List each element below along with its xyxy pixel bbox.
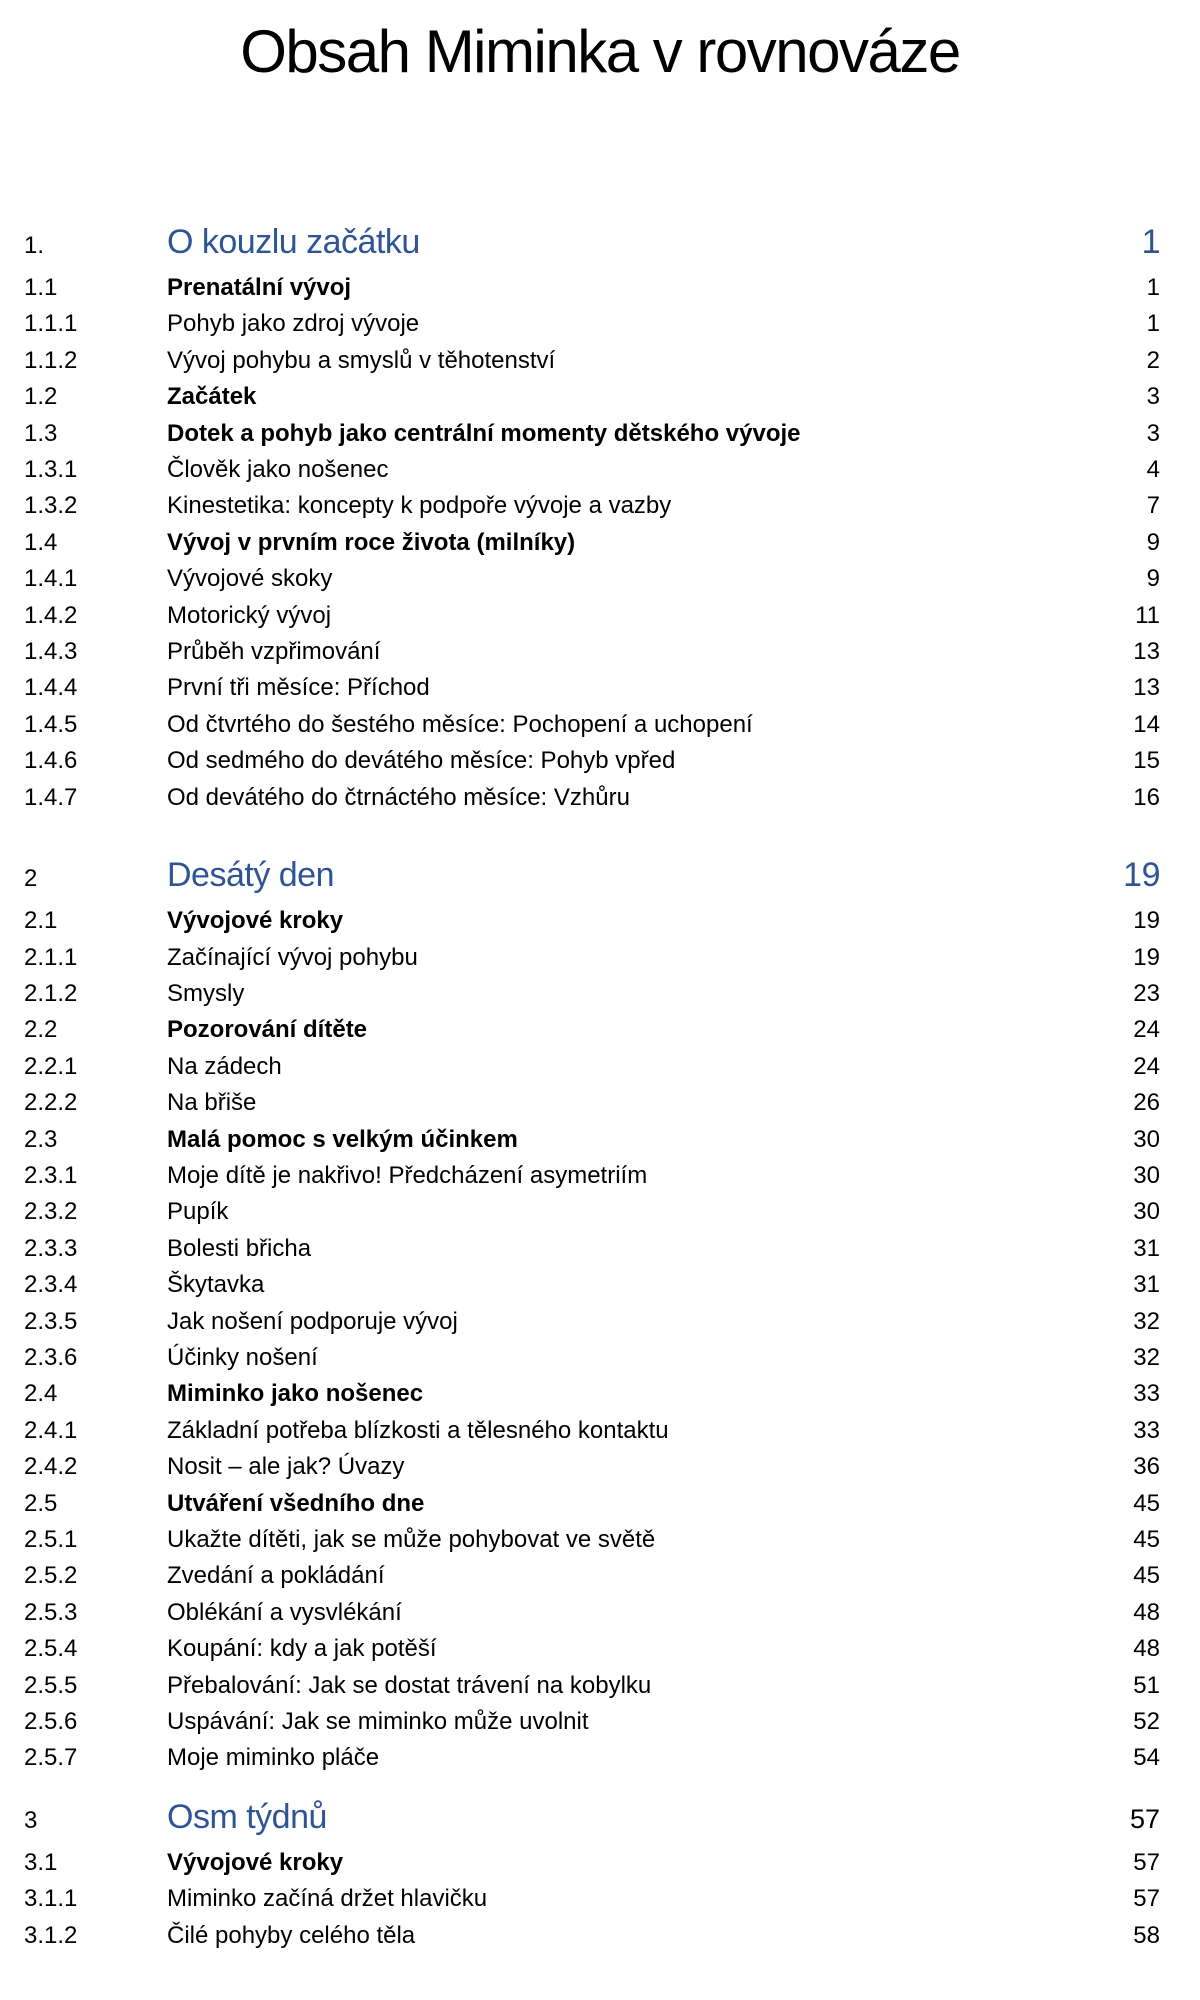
toc-entry-number: 1.1.2: [24, 346, 78, 374]
toc-entry-page-number: 2: [1146, 346, 1160, 374]
toc-entry-row[interactable]: [0, 780, 1200, 816]
toc-entry-page-number: 16: [1133, 783, 1160, 811]
toc-entry-title: Oblékání a vysvlékání: [167, 1598, 402, 1626]
toc-entry-title: Koupání: kdy a jak potěší: [167, 1635, 437, 1663]
toc-entry-page-number: 23: [1133, 979, 1160, 1007]
toc-entry-number: 2.2: [24, 1016, 58, 1044]
toc-entry-number: 1.4.2: [24, 601, 78, 629]
toc-entry-number: 1.3.1: [24, 456, 78, 484]
toc-entry-number: 2.2.2: [24, 1089, 78, 1117]
toc-entry-row[interactable]: [0, 598, 1200, 634]
toc-entry-number: 2.1.1: [24, 943, 78, 971]
toc-entry-page-number: 33: [1133, 1416, 1160, 1444]
toc-entry-row[interactable]: [0, 1522, 1200, 1558]
table-of-contents: [0, 218, 1200, 1954]
toc-entry-title: Účinky nošení: [167, 1343, 318, 1371]
toc-entry-row[interactable]: [0, 1704, 1200, 1740]
toc-entry-title: Motorický vývoj: [167, 601, 332, 629]
toc-entry-number: 2.5.3: [24, 1598, 78, 1626]
toc-entry-row[interactable]: [0, 1012, 1200, 1048]
toc-entry-page-number: 31: [1133, 1234, 1160, 1262]
toc-entry-number: 2.4: [24, 1380, 58, 1408]
toc-entry-number: 2.5: [24, 1489, 58, 1517]
toc-chapter-row[interactable]: [0, 851, 1200, 903]
toc-entry-title: Průběh vzpřimování: [167, 638, 381, 666]
toc-entry-title: Základní potřeba blízkosti a tělesného kontaktu: [167, 1416, 669, 1444]
toc-entry-page-number: 30: [1133, 1161, 1160, 1189]
toc-entry-title: Na zádech: [167, 1052, 282, 1080]
toc-entry-title: Škytavka: [167, 1271, 265, 1299]
toc-entry-page-number: 32: [1133, 1343, 1160, 1371]
toc-entry-number: 1.1: [24, 274, 58, 301]
toc-entry-title: Od čtvrtého do šestého měsíce: Pochopení a uchopení: [167, 710, 753, 738]
toc-entry-row[interactable]: [0, 634, 1200, 670]
toc-entry-page-number: 26: [1133, 1089, 1160, 1117]
toc-entry-row[interactable]: [0, 270, 1200, 306]
toc-entry-row[interactable]: [0, 707, 1200, 743]
toc-entry-number: 2.3.3: [24, 1234, 78, 1262]
toc-entry-title: Ukažte dítěti, jak se může pohybovat ve světě: [167, 1526, 656, 1553]
toc-entry-number: 1.4.7: [24, 783, 78, 811]
toc-entry-row[interactable]: [0, 1881, 1200, 1917]
toc-entry-page-number: 52: [1133, 1708, 1160, 1736]
toc-entry-title: Začátek: [167, 383, 257, 411]
toc-entry-page-number: 19: [1133, 907, 1160, 935]
toc-entry-page-number: 45: [1133, 1562, 1160, 1590]
toc-entry-title: Miminko jako nošenec: [167, 1380, 424, 1408]
toc-entry-page-number: 13: [1133, 674, 1160, 702]
toc-entry-title: Smysly: [167, 979, 245, 1007]
toc-entry-page-number: 30: [1133, 1125, 1160, 1153]
toc-entry-number: 2.5.7: [24, 1744, 78, 1772]
toc-entry-title: Vývoj pohybu a smyslů v těhotenství: [167, 346, 556, 374]
toc-entry-number: 1.2: [24, 383, 58, 411]
toc-entry-page-number: 13: [1133, 638, 1160, 666]
toc-entry-page-number: 45: [1133, 1526, 1160, 1553]
toc-entry-number: 2.1: [24, 907, 58, 935]
toc-entry-number: 2.3.6: [24, 1343, 78, 1371]
toc-entry-title: Od sedmého do devátého měsíce: Pohyb vpřed: [167, 747, 676, 775]
toc-entry-number: 1.4: [24, 528, 58, 556]
toc-entry-row[interactable]: [0, 1049, 1200, 1085]
toc-chapter-title: O kouzlu začátku: [167, 223, 420, 261]
toc-entry-number: 1.1.1: [24, 310, 78, 338]
toc-chapter-page-number: 1: [1141, 223, 1160, 261]
page-title: Obsah Miminka v rovnováze: [240, 18, 960, 85]
toc-entry-page-number: 36: [1133, 1453, 1160, 1481]
toc-entry-row[interactable]: [0, 1376, 1200, 1412]
toc-entry-page-number: 24: [1133, 1016, 1160, 1044]
toc-entry-number: 2.3.1: [24, 1161, 78, 1189]
toc-entry-row[interactable]: [0, 1595, 1200, 1631]
toc-chapter-section: [0, 851, 1200, 1777]
toc-entry-page-number: 1: [1146, 274, 1160, 301]
toc-entry-number: 3.1: [24, 1848, 58, 1876]
toc-entry-number: 1.3: [24, 419, 58, 447]
toc-entry-row[interactable]: [0, 1194, 1200, 1230]
toc-entry-page-number: 45: [1133, 1489, 1160, 1517]
toc-entry-title: Pozorování dítěte: [167, 1016, 368, 1044]
toc-entry-row[interactable]: [0, 488, 1200, 524]
toc-entry-number: 2.2.1: [24, 1052, 78, 1080]
toc-entry-row[interactable]: [0, 525, 1200, 561]
toc-chapter-number: 1.: [24, 232, 45, 259]
toc-entry-page-number: 14: [1133, 710, 1160, 738]
toc-entry-row[interactable]: [0, 940, 1200, 976]
toc-entry-page-number: 32: [1133, 1307, 1160, 1335]
toc-entry-row[interactable]: [0, 1918, 1200, 1954]
toc-entry-row[interactable]: [0, 1668, 1200, 1704]
toc-entry-title: První tři měsíce: Příchod: [167, 674, 430, 702]
toc-entry-row[interactable]: [0, 1413, 1200, 1449]
toc-entry-row[interactable]: [0, 1558, 1200, 1594]
toc-entry-title: Pohyb jako zdroj vývoje: [167, 310, 420, 338]
toc-entry-row[interactable]: [0, 1231, 1200, 1267]
toc-entry-title: Pupík: [167, 1198, 229, 1226]
toc-entry-title: Vývojové kroky: [167, 907, 344, 935]
toc-entry-number: 2.3.5: [24, 1307, 78, 1335]
toc-entry-page-number: 31: [1133, 1271, 1160, 1299]
toc-entry-number: 2.4.2: [24, 1453, 78, 1481]
toc-entry-page-number: 48: [1133, 1598, 1160, 1626]
toc-entry-row[interactable]: [0, 976, 1200, 1012]
toc-entry-number: 2.5.2: [24, 1562, 78, 1590]
toc-entry-row[interactable]: [0, 1449, 1200, 1485]
toc-entry-title: Jak nošení podporuje vývoj: [167, 1307, 458, 1335]
toc-entry-title: Vývojové kroky: [167, 1848, 344, 1876]
toc-entry-title: Malá pomoc s velkým účinkem: [167, 1125, 518, 1153]
toc-entry-number: 1.4.1: [24, 565, 78, 593]
toc-entry-title: Dotek a pohyb jako centrální momenty dětského vývoje: [167, 419, 801, 447]
toc-entry-title: Miminko začíná držet hlavičku: [167, 1885, 488, 1913]
toc-chapter-number: 3: [24, 1806, 38, 1834]
toc-entry-title: Nosit – ale jak? Úvazy: [167, 1453, 405, 1481]
toc-entry-title: Moje dítě je nakřivo! Předcházení asymetriím: [167, 1161, 648, 1189]
toc-entry-page-number: 9: [1146, 528, 1160, 556]
toc-entry-page-number: 11: [1135, 601, 1160, 629]
toc-entry-number: 2.4.1: [24, 1416, 78, 1444]
toc-entry-title: Bolesti břicha: [167, 1234, 312, 1262]
toc-entry-page-number: 7: [1146, 492, 1160, 520]
toc-entry-number: 2.3.4: [24, 1271, 78, 1299]
toc-chapter-title: Osm týdnů: [167, 1797, 327, 1836]
toc-entry-number: 1.4.4: [24, 674, 78, 702]
toc-entry-page-number: 4: [1146, 456, 1160, 484]
toc-chapter-section: [0, 218, 1200, 816]
toc-entry-title: Vývojové skoky: [167, 565, 333, 593]
toc-entry-title: Od devátého do čtrnáctého měsíce: Vzhůru: [167, 783, 630, 811]
toc-entry-row[interactable]: [0, 903, 1200, 939]
toc-chapter-page-number: 57: [1129, 1803, 1160, 1834]
toc-chapter-row[interactable]: [0, 218, 1200, 270]
toc-entry-page-number: 9: [1146, 565, 1160, 593]
toc-entry-page-number: 33: [1133, 1380, 1160, 1408]
toc-entry-title: Uspávání: Jak se miminko může uvolnit: [167, 1708, 589, 1736]
toc-entry-row[interactable]: [0, 743, 1200, 779]
toc-entry-row[interactable]: [0, 1486, 1200, 1522]
toc-entry-title: Začínající vývoj pohybu: [167, 943, 418, 971]
toc-entry-number: 2.3: [24, 1125, 58, 1153]
toc-entry-title: Moje miminko pláče: [167, 1744, 380, 1772]
document-page: [0, 18, 1200, 2000]
toc-entry-page-number: 57: [1133, 1848, 1160, 1876]
toc-entry-row[interactable]: [0, 1740, 1200, 1776]
toc-chapter-section: [0, 1793, 1200, 1954]
toc-entry-page-number: 1: [1146, 310, 1160, 338]
toc-entry-number: 1.4.6: [24, 747, 78, 775]
toc-entry-row[interactable]: [0, 379, 1200, 415]
toc-entry-title: Na břiše: [167, 1089, 257, 1117]
toc-entry-page-number: 51: [1133, 1671, 1160, 1699]
toc-chapter-page-number: 19: [1123, 856, 1160, 895]
toc-entry-row[interactable]: [0, 561, 1200, 597]
toc-entry-number: 2.5.1: [24, 1526, 78, 1553]
toc-entry-row[interactable]: [0, 670, 1200, 706]
toc-entry-page-number: 3: [1146, 419, 1160, 447]
toc-entry-page-number: 24: [1133, 1052, 1160, 1080]
toc-entry-row[interactable]: [0, 1631, 1200, 1667]
toc-entry-row[interactable]: [0, 1085, 1200, 1121]
toc-entry-row[interactable]: [0, 1340, 1200, 1376]
toc-entry-title: Prenatální vývoj: [167, 274, 352, 301]
toc-entry-row[interactable]: [0, 1845, 1200, 1881]
toc-entry-title: Přebalování: Jak se dostat trávení na kobylku: [167, 1671, 652, 1699]
toc-entry-number: 3.1.2: [24, 1921, 78, 1949]
toc-entry-page-number: 19: [1133, 943, 1160, 971]
toc-entry-row[interactable]: [0, 1267, 1200, 1303]
toc-entry-page-number: 54: [1133, 1744, 1160, 1772]
toc-chapter-number: 2: [24, 865, 38, 893]
toc-entry-number: 1.4.3: [24, 638, 78, 666]
toc-entry-number: 2.5.6: [24, 1708, 78, 1736]
toc-entry-page-number: 48: [1133, 1635, 1160, 1663]
toc-entry-title: Kinestetika: koncepty k podpoře vývoje a vazby: [167, 492, 672, 520]
toc-entry-page-number: 30: [1133, 1198, 1160, 1226]
toc-entry-title: Vývoj v prvním roce života (milníky): [167, 528, 576, 556]
toc-entry-page-number: 15: [1133, 747, 1160, 775]
toc-entry-row[interactable]: [0, 452, 1200, 488]
toc-entry-number: 1.3.2: [24, 492, 78, 520]
toc-entry-number: 3.1.1: [24, 1885, 78, 1913]
toc-entry-row[interactable]: [0, 416, 1200, 452]
toc-entry-title: Zvedání a pokládání: [167, 1562, 385, 1590]
toc-entry-title: Utváření všedního dne: [167, 1489, 425, 1517]
toc-entry-title: Čilé pohyby celého těla: [167, 1921, 416, 1949]
toc-entry-row[interactable]: [0, 1122, 1200, 1158]
toc-chapter-row[interactable]: [0, 1793, 1200, 1845]
toc-entry-number: 1.4.5: [24, 710, 78, 738]
toc-entry-title: Člověk jako nošenec: [167, 456, 389, 484]
toc-entry-page-number: 57: [1133, 1885, 1160, 1913]
toc-entry-page-number: 3: [1146, 383, 1160, 411]
toc-entry-number: 2.3.2: [24, 1198, 78, 1226]
toc-entry-row[interactable]: [0, 343, 1200, 379]
toc-entry-row[interactable]: [0, 1304, 1200, 1340]
toc-entry-number: 2.5.4: [24, 1635, 78, 1663]
toc-entry-number: 2.5.5: [24, 1671, 78, 1699]
toc-chapter-title: Desátý den: [167, 856, 334, 895]
toc-entry-page-number: 58: [1133, 1921, 1160, 1949]
toc-entry-number: 2.1.2: [24, 979, 78, 1007]
toc-entry-row[interactable]: [0, 306, 1200, 342]
toc-entry-row[interactable]: [0, 1158, 1200, 1194]
